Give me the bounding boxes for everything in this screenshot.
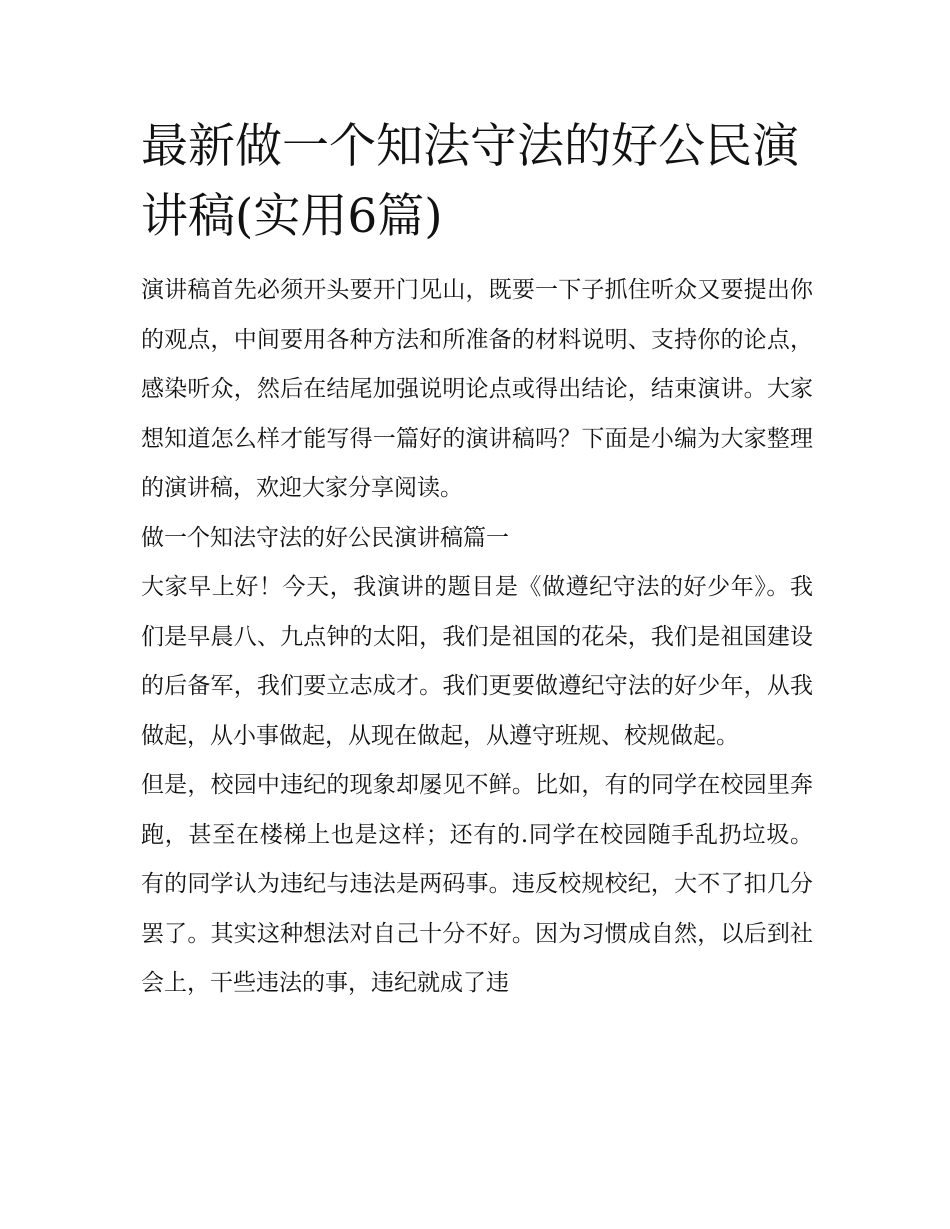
- document-body: [141, 266, 813, 1009]
- document-title: 最新做一个知法守法的好公民演讲稿(实用6篇): [141, 119, 799, 244]
- section-heading: 做一个知法守法的好公民演讲稿篇一: [141, 524, 509, 551]
- intro-paragraph: 演讲稿首先必须开头要开门见山，既要一下子抓住听众又要提出你的观点，中间要用各种方法和所准备的材料说明、支持你的论点，感染听众，然后在结尾加强说明论点或得出结论，结束演讲。大家想知道怎么样才能写得一篇好的演讲稿吗？下面是小编为大家整理的演讲稿，欢迎大家分享阅读。: [141, 277, 813, 501]
- body-paragraph-1: 大家早上好！今天，我演讲的题目是《做遵纪守法的好少年》。我们是早晨八、九点钟的太阳，我们是祖国的花朵，我们是祖国建设的后备军，我们要立志成才。我们更要做遵纪守法的好少年，从我做起，从小事做起，从现在做起，从遵守班规、校规做起。: [141, 574, 813, 749]
- document-content: [141, 112, 813, 1009]
- body-paragraph-2: 但是，校园中违纪的现象却屡见不鲜。比如，有的同学在校园里奔跑，甚至在楼梯上也是这样；还有的.同学在校园随手乱扔垃圾。有的同学认为违纪与违法是两码事。违反校规校纪，大不了扣几分罢了。其实这种想法对自己十分不好。因为习惯成自然，以后到社会上，干些违法的事，违纪就成了违: [141, 772, 813, 996]
